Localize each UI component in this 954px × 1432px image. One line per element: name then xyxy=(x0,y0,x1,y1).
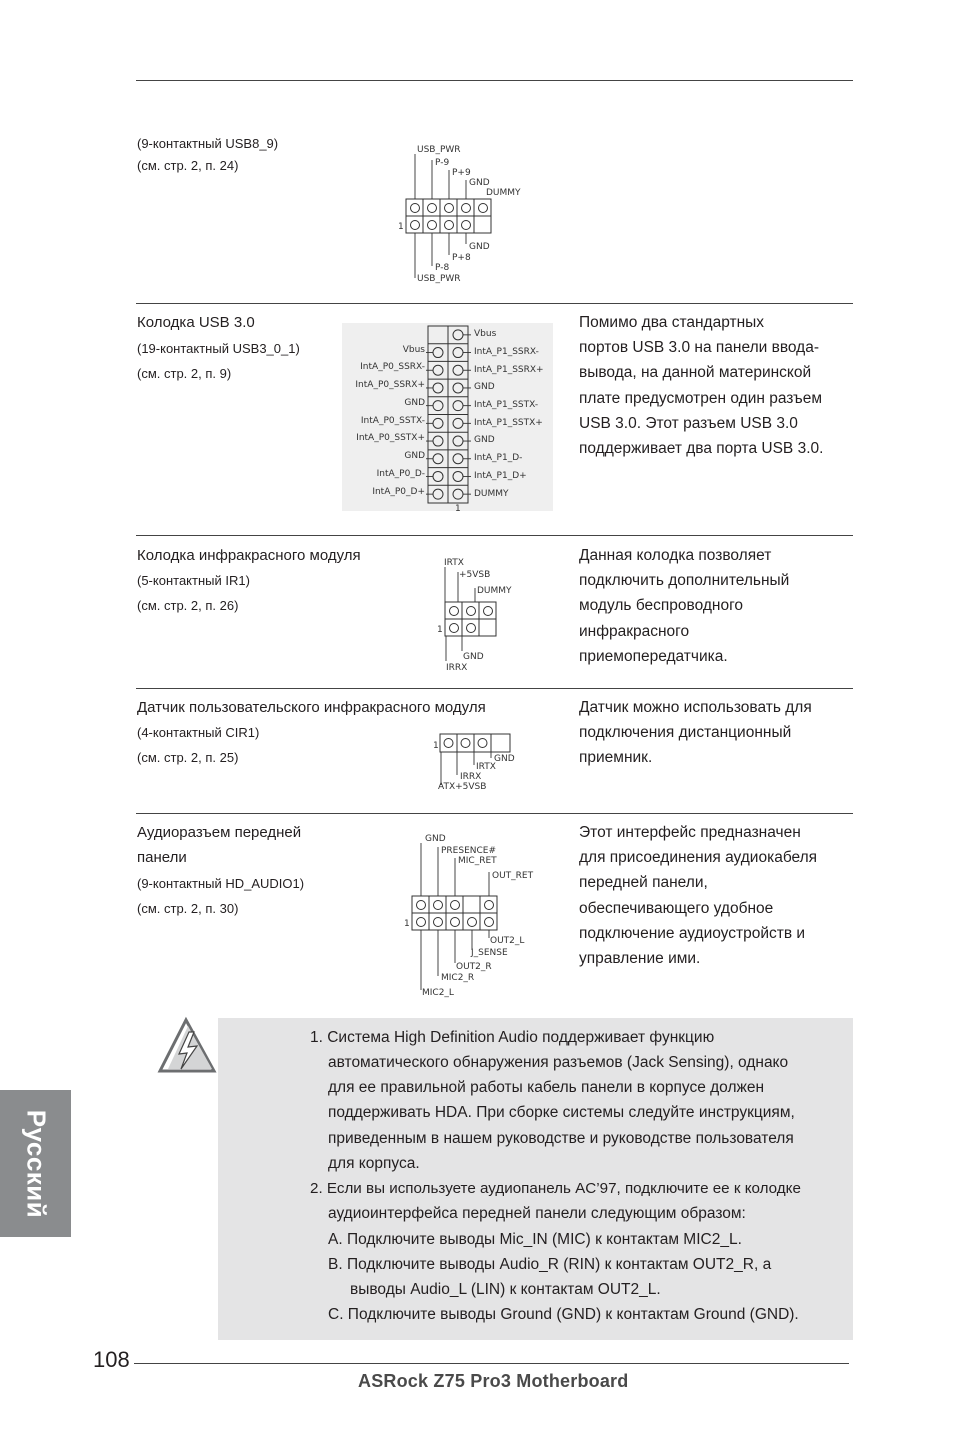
cir-ref: (см. стр. 2, п. 25) xyxy=(137,750,239,765)
ir-desc-line: модуль беспроводного xyxy=(579,597,744,615)
audio-label-gnd: GND xyxy=(425,834,446,844)
audio-description xyxy=(579,820,869,971)
divider-cir xyxy=(136,688,853,689)
language-side-tab-label: Русский xyxy=(21,1109,51,1218)
audio-pin-count: (9-контактный HD_AUDIO1) xyxy=(137,876,305,891)
note-line: выводы Audio_L (LIN) к контактам OUT2_L. xyxy=(350,1281,661,1298)
usb89-pin-count: (9-контактный USB8_9) xyxy=(137,136,279,151)
ir-pin-count: (5-контактный IR1) xyxy=(137,573,250,588)
note-line: автоматического обнаружения разъемов (Jack Sensing), однако xyxy=(328,1054,789,1071)
usb3-title: Колодка USB 3.0 xyxy=(137,314,255,331)
top-rule xyxy=(136,80,853,81)
usb3-right-pin-4: GND xyxy=(474,382,495,392)
audio-label-out2-r: OUT2_R xyxy=(456,962,492,972)
usb3-left-pin-8: IntA_P0_D- xyxy=(376,469,425,479)
usb3-left-pin-7: GND xyxy=(404,451,425,461)
usb89-label-p8: P-8 xyxy=(435,263,450,273)
usb3-right-pin-1: Vbus xyxy=(474,329,497,339)
ir-ref: (см. стр. 2, п. 26) xyxy=(137,598,239,613)
cir-desc-line: Датчик можно использовать для xyxy=(579,699,812,716)
usb3-pin1-mark: 1 xyxy=(455,504,461,511)
ir-desc-line: приемопередатчика. xyxy=(579,647,728,665)
usb3-right-pin-8: IntA_P1_D- xyxy=(474,453,523,463)
ir-title: Колодка инфракрасного модуля xyxy=(137,547,361,564)
usb89-label-gnd: GND xyxy=(469,178,490,188)
cir-label-irrx: IRRX xyxy=(460,772,482,782)
usb89-label-p9p: P+9 xyxy=(452,168,471,178)
ir-label-gnd: GND xyxy=(463,652,484,662)
audio-pin1-mark: 1 xyxy=(404,919,410,929)
audio-label-j-sense: J_SENSE xyxy=(471,948,508,958)
ir-desc-line: инфракрасного xyxy=(579,622,690,640)
usb3-right-pin-3: IntA_P1_SSRX+ xyxy=(474,365,544,375)
usb89-label-dummy: DUMMY xyxy=(486,188,521,198)
usb3-ref: (см. стр. 2, п. 9) xyxy=(137,366,232,381)
ir-desc-line: подключить дополнительный xyxy=(579,572,790,590)
divider-audio xyxy=(136,813,853,814)
footer-rule xyxy=(134,1363,849,1364)
note-line: для ее правильной работы кабель панели в корпусе должен xyxy=(328,1079,765,1096)
usb3-left-pin-4: GND xyxy=(404,398,425,408)
usb89-pin1-mark: 1 xyxy=(398,222,404,232)
cir-title: Датчик пользовательского инфракрасного модуля xyxy=(137,699,486,716)
audio-label-out2-l: OUT2_L xyxy=(490,936,525,946)
note-box xyxy=(218,1018,853,1340)
ir-label-irrx: IRRX xyxy=(446,663,468,673)
cir-desc-line: приемник. xyxy=(579,749,653,767)
cir-pin-diagram xyxy=(430,728,524,794)
ir-pin1-mark: 1 xyxy=(437,625,443,635)
note-line: для корпуса. xyxy=(328,1155,420,1172)
cir-pin1-mark: 1 xyxy=(433,741,439,751)
audio-label-presence: PRESENCE# xyxy=(441,846,497,856)
note-line: A. Подключите выводы Mic_IN (MIC) к контактам MIC2_L. xyxy=(328,1231,742,1248)
usb3-desc-line: поддерживает два порта USB 3.0. xyxy=(579,440,824,458)
audio-desc-line: для присоединения аудиокабеля xyxy=(579,849,818,867)
usb3-desc-line: вывода, на данной материнской xyxy=(579,364,812,382)
ir-label-5vsb: +5VSB xyxy=(459,570,491,580)
warning-lightning-icon xyxy=(157,1016,221,1076)
usb3-description xyxy=(579,310,869,461)
ir-label-dummy: DUMMY xyxy=(477,586,512,596)
audio-label-mic2-l: MIC2_L xyxy=(422,988,454,998)
note-line: B. Подключите выводы Audio_R (RIN) к контактам OUT2_R, а xyxy=(328,1256,772,1273)
note-line: 1. Система High Definition Audio поддерживает функцию xyxy=(310,1029,715,1046)
divider-usb3 xyxy=(136,303,853,304)
usb3-right-pin-10: DUMMY xyxy=(474,489,509,499)
cir-desc-line: подключения дистанционный xyxy=(579,724,792,742)
cir-label-gnd: GND xyxy=(494,754,515,764)
ir-pin-diagram xyxy=(432,555,522,673)
usb3-right-pin-5: IntA_P1_SSTX- xyxy=(474,400,539,410)
audio-title-line1: Аудиоразъем передней xyxy=(137,824,302,841)
usb3-left-pin-5: IntA_P0_SSTX- xyxy=(360,416,425,426)
usb89-label-gnd-b: GND xyxy=(469,242,490,252)
usb3-desc-line: Помимо два стандартных xyxy=(579,314,765,331)
audio-label-mic-ret: MIC_RET xyxy=(458,856,497,866)
usb3-desc-line: портов USB 3.0 на панели ввода- xyxy=(579,339,819,357)
note-line: приведенным в нашем руководстве и руководстве пользователя xyxy=(328,1130,794,1147)
usb89-ref: (см. стр. 2, п. 24) xyxy=(137,158,239,173)
usb3-right-pin-9: IntA_P1_D+ xyxy=(474,471,527,481)
cir-pin-count: (4-контактный CIR1) xyxy=(137,725,260,740)
usb3-desc-line: USB 3.0. Этот разъем USB 3.0 xyxy=(579,414,798,432)
usb3-right-pin-6: IntA_P1_SSTX+ xyxy=(474,418,543,428)
usb3-right-pin-2: IntA_P1_SSRX- xyxy=(474,347,539,357)
audio-label-mic2-r: MIC2_R xyxy=(441,973,475,983)
note-line: C. Подключите выводы Ground (GND) к контактам Ground (GND). xyxy=(328,1306,799,1323)
cir-label-irtx: IRTX xyxy=(476,762,496,772)
usb3-pin-diagram xyxy=(342,323,553,511)
note-line: поддерживать HDA. При сборке системы следуйте инструкциям, xyxy=(328,1104,795,1121)
note-line: аудиоинтерфейса передней панели следующим образом: xyxy=(328,1205,746,1222)
ir-label-irtx: IRTX xyxy=(444,558,464,568)
divider-ir xyxy=(136,535,853,536)
usb3-left-pin-2: IntA_P0_SSRX- xyxy=(360,362,425,372)
ir-description xyxy=(579,543,869,669)
ir-desc-line: Данная колодка позволяет xyxy=(579,547,772,564)
usb89-label-usb-pwr-b: USB_PWR xyxy=(417,274,461,284)
audio-desc-line: подключение аудиоустройств и xyxy=(579,924,806,942)
audio-desc-line: передней панели, xyxy=(579,874,708,892)
audio-desc-line: обеспечивающего удобное xyxy=(579,899,774,917)
cir-label-atx: ATX+5VSB xyxy=(438,782,487,792)
usb3-desc-line: плате предусмотрен один разъем xyxy=(579,389,823,407)
usb3-left-pin-9: IntA_P0_D+ xyxy=(372,487,425,497)
note-line: 2. Если вы используете аудиопанель AC’97, подключите ее к колодке xyxy=(310,1180,801,1197)
usb3-pin-count: (19-контактный USB3_0_1) xyxy=(137,341,300,356)
audio-title-line2: панели xyxy=(137,849,187,866)
usb89-label-p9: P-9 xyxy=(435,158,450,168)
audio-desc-line: Этот интерфейс предназначен xyxy=(579,824,801,841)
usb3-left-pin-6: IntA_P0_SSTX+ xyxy=(356,433,425,443)
usb89-pin-diagram xyxy=(396,140,536,288)
language-side-tab xyxy=(0,1090,71,1237)
audio-label-out-ret: OUT_RET xyxy=(492,871,534,881)
usb89-label-p8p: P+8 xyxy=(452,253,471,263)
usb89-label-usb-pwr: USB_PWR xyxy=(417,145,461,155)
footer-title: ASRock Z75 Pro3 Motherboard xyxy=(358,1371,629,1391)
usb3-right-pin-7: GND xyxy=(474,435,495,445)
usb3-left-pin-3: IntA_P0_SSRX+ xyxy=(355,380,425,390)
cir-description xyxy=(579,695,869,771)
audio-desc-line: управление ими. xyxy=(579,950,701,968)
audio-ref: (см. стр. 2, п. 30) xyxy=(137,901,239,916)
usb3-left-pin-1: Vbus xyxy=(402,345,425,355)
audio-pin-diagram xyxy=(400,830,540,1000)
page-number: 108 xyxy=(93,1347,130,1372)
